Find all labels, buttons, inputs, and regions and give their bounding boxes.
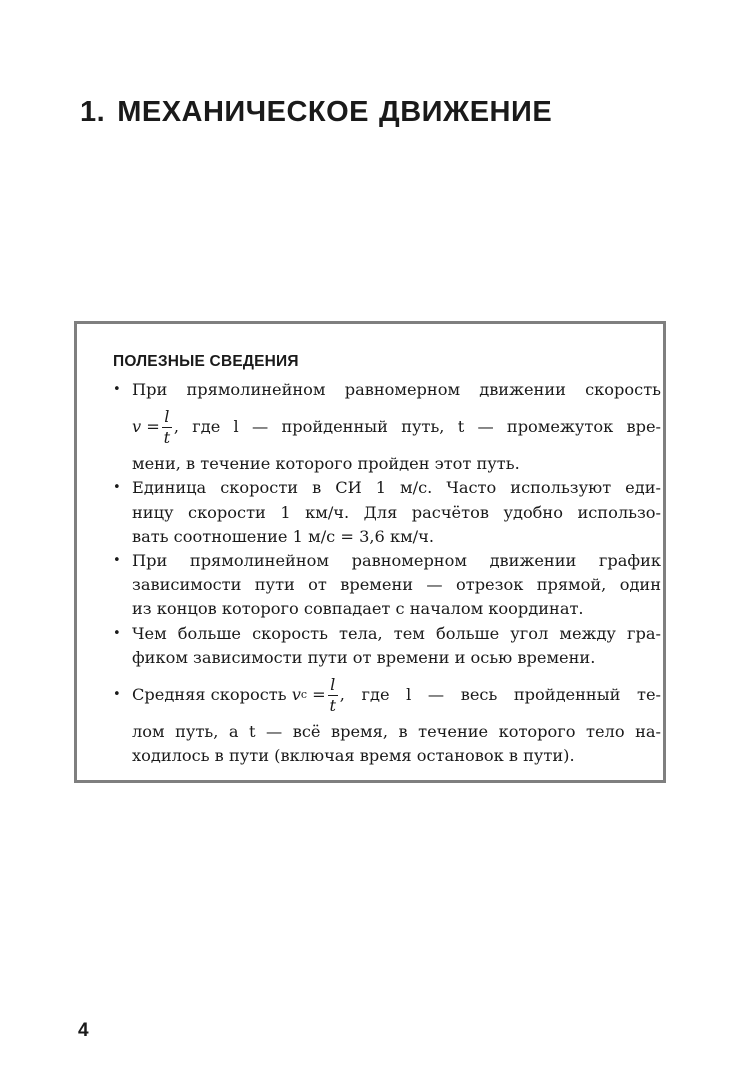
bullet-line: вать соотношение 1 м/с = 3,6 км/ч. [132,526,434,546]
bullet-line: Единица скорости в СИ 1 м/с. Часто используют еди- [132,478,661,498]
formula-line [132,670,661,720]
bullet-line-pre: Средняя скорость [132,684,287,704]
bullet-item-graph-angle [109,622,661,670]
bullet-item-graph-segment [109,549,661,622]
formula-lhs: v = [132,417,160,437]
formula-lhs: v [291,684,301,704]
bullet-line: Чем больше скорость тела, тем больше угол между гра- [132,623,661,643]
bullet-icon [113,549,121,573]
fraction-l-over-t [328,675,338,716]
chapter-title-word-1: МЕХАНИЧЕСКОЕ [117,96,370,128]
bullet-line: лом путь, а t — всё время, в течение которого тело на- [132,722,661,742]
bullet-line-rest: , где l — пройденный путь, t — промежуток вре- [173,417,661,437]
info-bullet-list [109,378,661,768]
bullet-line: При прямолинейном равномерном движении скорость [132,380,661,399]
bullet-icon [113,378,121,402]
page-number: 4 [78,1020,89,1041]
fraction-numerator: l [164,406,170,426]
formula-subscript: с [300,687,308,701]
bullet-line: из концов которого совпадает с началом координат. [132,599,584,619]
bullet-item-uniform-speed [109,378,661,476]
formula-equals: = [312,684,326,704]
bullet-line: фиком зависимости пути от времени и осью времени. [132,647,596,667]
bullet-icon [113,622,121,646]
bullet-icon [113,683,121,707]
bullet-icon [113,476,121,500]
chapter-number: 1. [80,96,106,128]
bullet-line: зависимости пути от времени — отрезок прямой, один [132,575,661,595]
bullet-line: При прямолинейном равномерном движении график [132,551,661,571]
fraction-numerator: l [330,674,336,694]
bullet-line: ницу скорости 1 км/ч. Для расчётов удобно использо- [132,502,661,522]
bullet-item-average-speed [109,670,661,768]
fraction-denominator: t [163,427,171,447]
chapter-title-word-2: ДВИЖЕНИЕ [379,96,553,128]
bullet-line: мени, в течение которого пройден этот путь. [132,454,520,474]
chapter-title [80,96,552,129]
formula-line [132,402,661,452]
bullet-item-si-unit [109,476,661,549]
box-heading: ПОЛЕЗНЫЕ СВЕДЕНИЯ [113,353,299,370]
bullet-line: ходилось в пути (включая время остановок в пути). [132,746,575,766]
useful-info-box [74,321,666,783]
fraction-denominator: t [329,695,336,715]
fraction-l-over-t [162,407,172,448]
bullet-line-rest: , где l — весь пройденный те- [339,684,661,704]
